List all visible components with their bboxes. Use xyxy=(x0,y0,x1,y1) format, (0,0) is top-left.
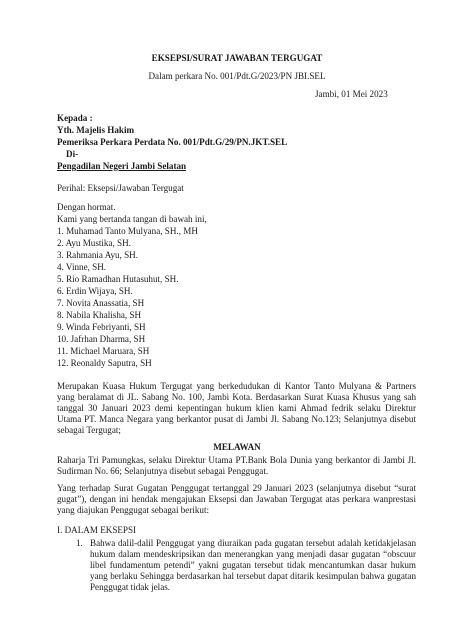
signatory-item: 7. Novita Anassatia, SH xyxy=(57,298,145,308)
signatory-item: 11. Michael Maruara, SH xyxy=(57,346,150,356)
paragraph-kuasa: Merupakan Kuasa Hukum Tergugat yang berkedudukan di Kantor Tanto Mulyana & Partners yang beralamat di JL. Sabang No. 100, Jambi Kota. Berdasarkan Surat Kuasa Khusus yang sah tanggal 30 Januari 2023 demi kepentingan hukum klien kami Ahmad fedrik selaku Direktur Utama PT. Manca Negara yang berkantor pusat di Jambi Jl. Sabang No.123; Selanjutnya disebut sebagai Tergugat; xyxy=(57,381,416,435)
paragraph-penggugat: Raharja Tri Pamungkas, selaku Direktur Utama PT.Bank Bola Dunia yang berkantor di Jambi Jl. Sudirman No. 66; Selanjutnya disebut sebagai Penggugat. xyxy=(57,455,416,476)
melawan-heading: MELAWAN xyxy=(213,442,261,452)
signatory-item: 12. Reonaldy Saputra, SH xyxy=(57,358,152,368)
document-title: EKSEPSI/SURAT JAWABAN TERGUGAT xyxy=(151,53,323,63)
case-number: Dalam perkara No. 001/Pdt.G/2023/PN JBI.SEL xyxy=(148,71,326,81)
point-1-text: Bahwa dalil-dalil Penggugat yang diuraikan pada gugatan tersebut adalah ketidakjelasan hukum dalam mendeskripsikan dan menerangkan yang menjadi dasar gugatan “obscuur libel fundamentum petendi” yakni gugatan tersebut tidak mencantumkan dasar hukum yang berlaku Sehingga berdasarkan hal tersebut dapat ditarik kesimpulan bahwa gugatan Penggugat tidak jelas. xyxy=(90,538,416,592)
section-heading-eksepsi: I. DALAM EKSEPSI xyxy=(57,525,137,535)
point-number: 1. xyxy=(76,538,83,548)
intro-line: Kami yang bertanda tangan di bawah ini, xyxy=(57,214,207,224)
paragraph-gugatan: Yang terhadap Surat Gugatan Penggugat tertanggal 29 Januari 2023 (selanjutnya disebut “surat gugat”), dengan ini hendak mengajukan Eksepsi dan Jawaban Tergugat atas perkara wanprestasi yang diajukan Penggugat sebagai berikut: xyxy=(57,483,416,515)
signatory-item: 10. Jafrhan Dharma, SH xyxy=(57,334,146,344)
addressee-examiner: Pemeriksa Perkara Perdata No. 001/Pdt.G/29/PN.JKT.SEL xyxy=(57,137,288,147)
signatory-item: 1. Muhamad Tanto Mulyana, SH., MH xyxy=(57,226,198,236)
salutation: Dengan hormat. xyxy=(57,202,116,212)
addressee-court: Pengadilan Negeri Jambi Selatan xyxy=(57,161,187,171)
addressee-judges: Yth. Majelis Hakim xyxy=(57,125,135,135)
addressee-di: Di- xyxy=(66,149,79,159)
signatory-item: 3. Rahmania Ayu, SH. xyxy=(57,250,139,260)
signatory-item: 9. Winda Febriyanti, SH xyxy=(57,322,146,332)
signatory-item: 4. Vinne, SH. xyxy=(57,262,107,272)
place-date: Jambi, 01 Mei 2023 xyxy=(315,89,388,99)
signatory-item: 5. Rio Ramadhan Hutasuhut, SH. xyxy=(57,274,179,284)
signatory-item: 2. Ayu Mustika, SH. xyxy=(57,238,131,248)
signatory-item: 8. Nabila Khalisha, SH xyxy=(57,310,142,320)
perihal-line: Perihal: Eksepsi/Jawaban Tergugat xyxy=(57,183,184,193)
signatory-item: 6. Erdin Wijaya, SH. xyxy=(57,286,133,296)
kepada-label: Kepada : xyxy=(57,113,93,123)
